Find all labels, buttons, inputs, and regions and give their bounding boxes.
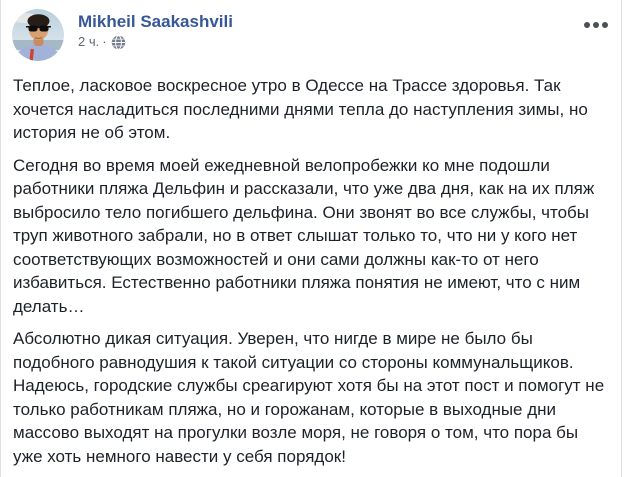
post-paragraph: Абсолютно дикая ситуация. Уверен, что нигде в мире не было бы подобного равнодушия к такой ситуации со стороны коммунальщиков. Надеюсь, городские службы среагируют хотя бы на этот пост и помогут не только работникам пляжа, но и горожанам, которые в выходные дни массово выходят на прогулки возле моря, не говоря о том, что пора бы уже хоть немного навести у себя порядок! [13,329,605,466]
post-body [1,61,621,468]
meta-separator: · [102,34,107,49]
avatar[interactable] [12,9,64,61]
post-header-text [78,9,233,61]
ellipsis-horizontal-icon [593,22,599,28]
globe-icon [111,35,126,50]
post-header [1,0,621,61]
ellipsis-horizontal-icon [584,22,590,28]
author-name-link[interactable]: Mikheil Saakashvili [78,12,233,31]
timestamp-link[interactable]: 2 ч. [78,34,100,49]
post-options-button[interactable] [580,18,612,32]
post-paragraph: Теплое, ласковое воскресное утро в Одессе на Трассе здоровья. Так хочется насладиться последними днями тепла до наступления зимы, но история не об этом. [13,76,588,142]
ellipsis-horizontal-icon [602,22,608,28]
post-paragraph: Сегодня во время моей ежедневной велопробежки ко мне подошли работники пляжа Дельфин и рассказали, что уже два дня, как на их пляж выбросило тело погибшего дельфина. Они звонят во все службы, чтобы труп животного забрали, но в ответ слышат только то, что ни у кого нет соответствующих возможностей и они сами должны как-то от него избавиться. Естественно работники пляжа понятия не имеют, что с ним делать… [13,155,595,316]
post-meta [78,34,233,50]
